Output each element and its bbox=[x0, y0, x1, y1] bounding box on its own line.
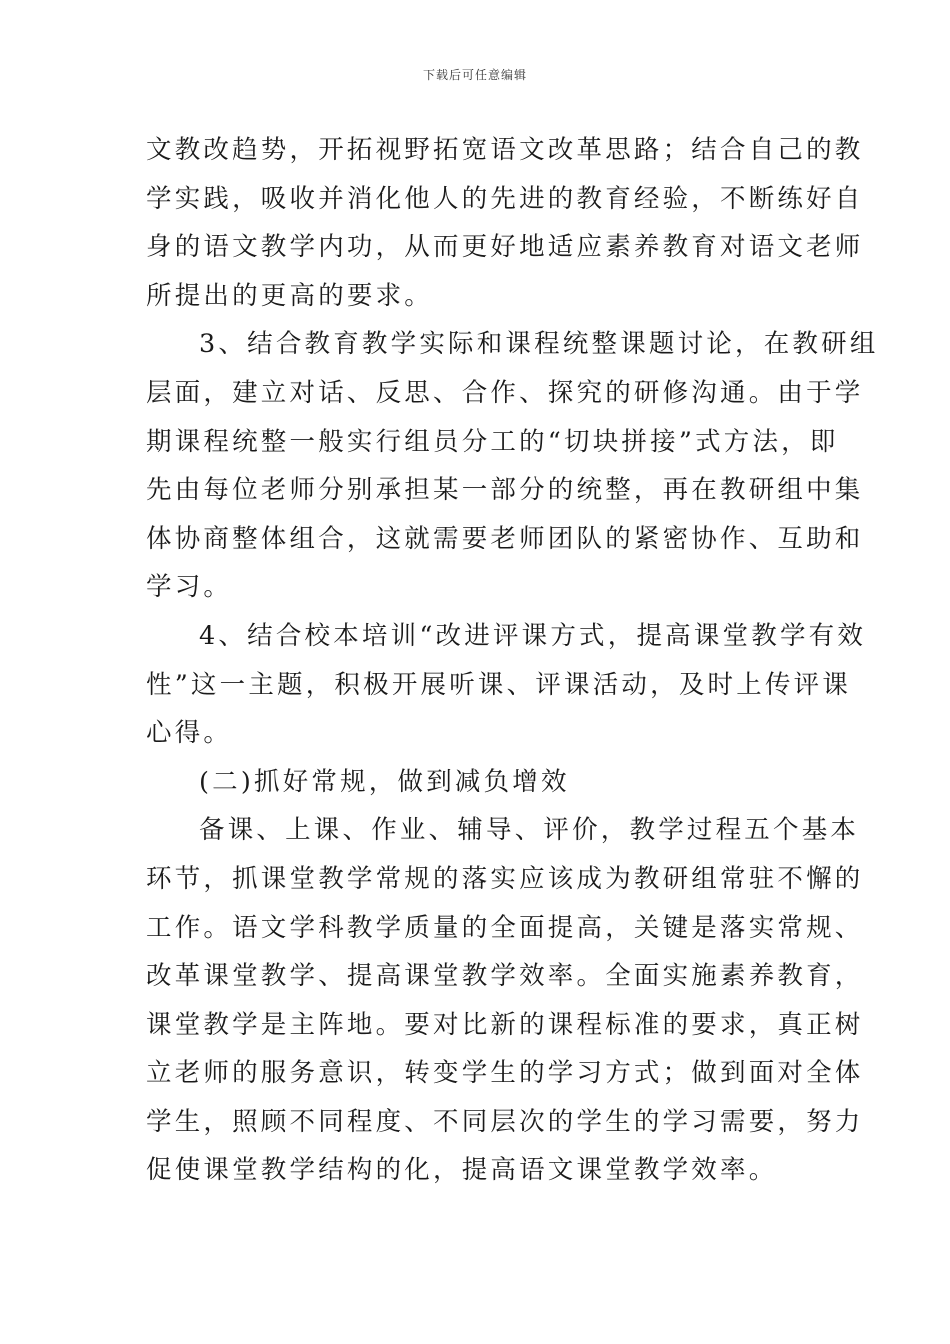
text-line: 期课程统整一般实行组员分工的“切块拼接”式方法，即 bbox=[146, 426, 839, 457]
text-line: 层面，建立对话、反思、合作、探究的研修沟通。由于学 bbox=[146, 377, 864, 408]
text-line: 先由每位老师分别承担某一部分的统整，再在教研组中集 bbox=[146, 475, 864, 506]
text-line: 性”这一主题，积极开展听课、评课活动，及时上传评课 bbox=[146, 669, 852, 700]
text-line: 心得。 bbox=[146, 718, 233, 749]
text-line: 身的语文教学内功，从而更好地适应素养教育对语文老师 bbox=[146, 232, 864, 263]
text-line: 所提出的更高的要求。 bbox=[146, 280, 434, 311]
document-body bbox=[146, 126, 879, 1195]
text-line: 学实践，吸收并消化他人的先进的教育经验，不断练好自 bbox=[146, 183, 864, 214]
section-heading: (二)抓好常规，做到减负增效 bbox=[199, 766, 570, 797]
text-line: 促使课堂教学结构的化，提高语文课堂教学效率。 bbox=[146, 1155, 778, 1186]
text-line: 环节，抓课堂教学常规的落实应该成为教研组常驻不懈的 bbox=[146, 863, 864, 894]
text-line: 学生，照顾不同程度、不同层次的学生的学习需要，努力 bbox=[146, 1106, 864, 1137]
paragraph-start-line: 3、结合教育教学实际和课程统整课题讨论，在教研组 bbox=[199, 329, 879, 360]
text-line: 改革课堂教学、提高课堂教学效率。全面实施素养教育， bbox=[146, 961, 864, 992]
text-line: 工作。语文学科教学质量的全面提高，关键是落实常规、 bbox=[146, 912, 864, 943]
text-line: 立老师的服务意识，转变学生的学习方式；做到面对全体 bbox=[146, 1058, 864, 1089]
text-line: 课堂教学是主阵地。要对比新的课程标准的要求，真正树 bbox=[146, 1009, 864, 1040]
text-line: 学习。 bbox=[146, 572, 233, 603]
paragraph-start-line: 备课、上课、作业、辅导、评价，教学过程五个基本 bbox=[199, 815, 860, 846]
text-line: 体协商整体组合，这就需要老师团队的紧密协作、互助和 bbox=[146, 523, 864, 554]
paragraph-start-line: 4、结合校本培训“改进评课方式，提高课堂教学有效 bbox=[199, 620, 867, 651]
page-header: 下载后可任意编辑 bbox=[422, 68, 527, 82]
text-line: 文教改趋势，开拓视野拓宽语文改革思路；结合自己的教 bbox=[146, 135, 864, 165]
